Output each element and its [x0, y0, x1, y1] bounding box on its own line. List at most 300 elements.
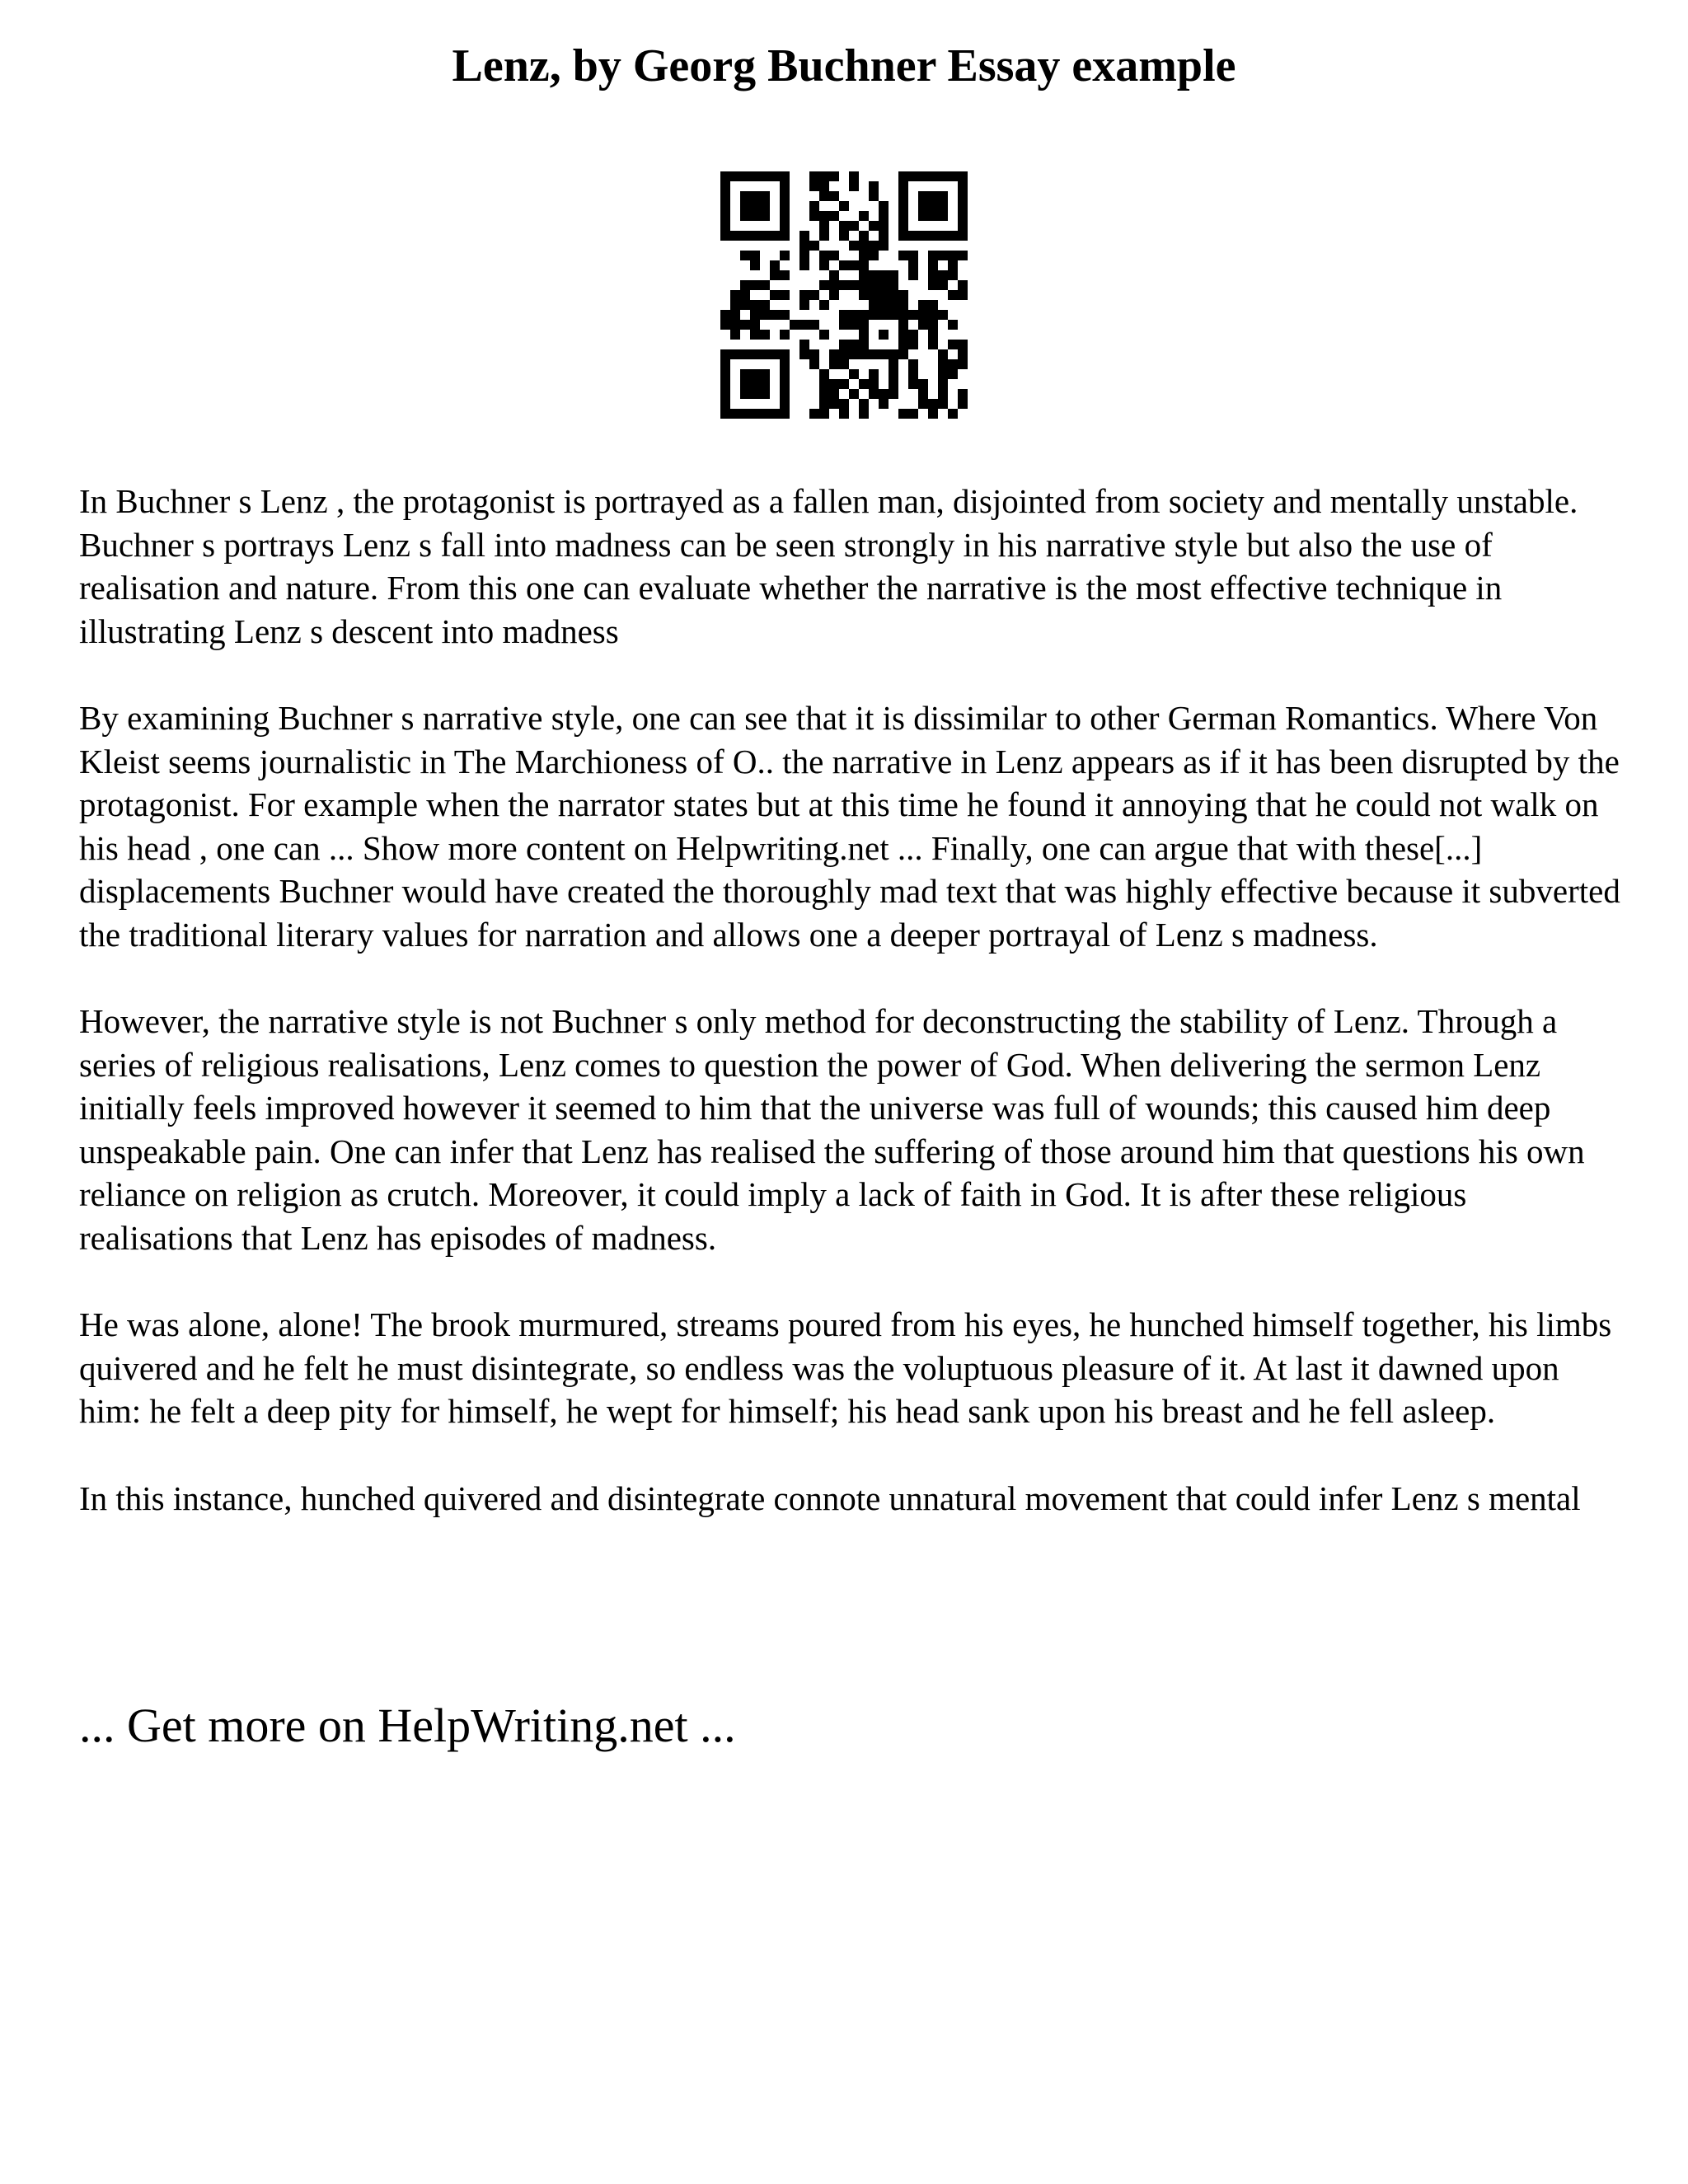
paragraph-2: By examining Buchner s narrative style, one can see that it is dissimilar to other German Romantics. Where Von Kleist seems journalistic in The Marchioness of O.. the narrative in Lenz appears as if it has been disrupted by the protagonist. For example when the narrator states but at this time he found it annoying that he could not walk on his head , one can ... Show more content on Helpwriting.net ... Finally, one can argue that with these[...] displacements Buchner would have created the thoroughly mad text that was highly effective because it subverted the traditional literary values for narration and allows one a deeper portrayal of Lenz s madness. — [79, 699, 1620, 954]
qr-module — [849, 241, 859, 251]
qr-module — [879, 241, 889, 251]
paragraph-3: However, the narrative style is not Buchner s only method for deconstructing the stability of Lenz. Through a series of religious realisations, Lenz comes to question the power of God. When delivering the sermon Lenz initially feels improved however it seemed to him that the universe was full of wounds; this caused him deep unspeakable pain. One can infer that Lenz has realised the suffering of those around him that questions his own reliance on religion as crutch. Moreover, it could imply a lack of faith in God. It is after these religious realisations that Lenz has episodes of madness. — [79, 1002, 1585, 1257]
qr-module — [908, 270, 918, 280]
qr-module — [720, 349, 730, 359]
qr-module — [819, 181, 829, 191]
qr-module — [869, 300, 879, 310]
qr-module — [928, 201, 938, 211]
qr-module — [908, 260, 918, 270]
qr-module — [740, 389, 750, 399]
qr-module — [750, 280, 760, 290]
qr-module — [958, 251, 968, 260]
qr-module — [938, 399, 948, 409]
qr-module — [799, 251, 809, 260]
qr-module — [948, 171, 958, 181]
qr-module — [730, 171, 740, 181]
qr-module — [928, 330, 938, 340]
qr-module — [740, 171, 750, 181]
qr-module — [908, 171, 918, 181]
qr-module — [958, 340, 968, 349]
qr-module — [859, 280, 869, 290]
qr-module — [819, 399, 829, 409]
qr-module — [908, 359, 918, 369]
qr-module — [889, 270, 898, 280]
qr-module — [829, 280, 839, 290]
qr-module — [819, 231, 829, 241]
qr-module — [819, 409, 829, 419]
qr-module — [809, 290, 819, 300]
qr-module — [740, 280, 750, 290]
qr-module — [819, 330, 829, 340]
qr-module — [889, 280, 898, 290]
qr-module — [859, 340, 869, 349]
qr-module — [809, 359, 819, 369]
qr-module — [948, 340, 958, 349]
qr-module — [839, 231, 849, 241]
qr-module — [849, 260, 859, 270]
qr-module — [760, 231, 770, 241]
qr-module — [750, 300, 760, 310]
qr-module — [740, 320, 750, 330]
qr-module — [908, 310, 918, 320]
qr-module — [740, 409, 750, 419]
qr-module — [928, 191, 938, 201]
qr-module — [750, 369, 760, 379]
qr-module — [879, 349, 889, 359]
qr-module — [819, 221, 829, 231]
qr-module — [770, 349, 780, 359]
qr-module — [889, 389, 898, 399]
qr-module — [770, 171, 780, 181]
qr-module — [760, 171, 770, 181]
qr-module — [938, 389, 948, 399]
qr-module — [780, 379, 790, 389]
qr-module — [720, 171, 730, 181]
qr-module — [918, 389, 928, 399]
qr-module — [928, 409, 938, 419]
qr-module — [740, 251, 750, 260]
qr-module — [918, 300, 928, 310]
qr-module — [770, 290, 780, 300]
qr-module — [839, 221, 849, 231]
qr-module — [859, 349, 869, 359]
qr-module — [720, 191, 730, 201]
qr-module — [780, 211, 790, 221]
qr-module — [898, 211, 908, 221]
qr-module — [879, 221, 889, 231]
qr-module — [958, 389, 968, 399]
qr-module — [780, 181, 790, 191]
qr-module — [928, 300, 938, 310]
qr-module — [849, 320, 859, 330]
qr-module — [760, 409, 770, 419]
qr-module — [730, 310, 740, 320]
qr-module — [839, 349, 849, 359]
qr-module — [958, 201, 968, 211]
qr-module — [780, 290, 790, 300]
qr-module — [740, 290, 750, 300]
qr-module — [780, 201, 790, 211]
qr-module — [898, 171, 908, 181]
qr-module — [958, 231, 968, 241]
qr-module — [958, 211, 968, 221]
qr-module — [780, 399, 790, 409]
qr-module — [740, 369, 750, 379]
qr-module — [760, 389, 770, 399]
qr-module — [908, 369, 918, 379]
qr-module — [938, 280, 948, 290]
qr-module — [879, 399, 889, 409]
qr-module — [898, 320, 908, 330]
qr-module — [859, 409, 869, 419]
qr-module — [780, 171, 790, 181]
qr-module — [908, 379, 918, 389]
qr-module — [918, 379, 928, 389]
qr-module — [879, 231, 889, 241]
qr-module — [918, 320, 928, 330]
qr-module — [859, 399, 869, 409]
qr-module — [720, 320, 730, 330]
essay-body — [79, 480, 1629, 1563]
qr-module — [948, 320, 958, 330]
qr-module — [760, 310, 770, 320]
qr-module — [938, 349, 948, 359]
qr-module — [889, 379, 898, 389]
qr-module — [928, 270, 938, 280]
qr-module — [869, 181, 879, 191]
qr-module — [928, 399, 938, 409]
qr-module — [869, 349, 879, 359]
qr-module — [760, 369, 770, 379]
qr-module — [780, 191, 790, 201]
get-more-link[interactable]: ... Get more on HelpWriting.net ... — [79, 1699, 736, 1752]
qr-module — [889, 290, 898, 300]
qr-module — [918, 231, 928, 241]
qr-module — [819, 171, 829, 181]
qr-module — [948, 290, 958, 300]
qr-module — [918, 171, 928, 181]
qr-module — [859, 251, 869, 260]
qr-module — [928, 171, 938, 181]
qr-module — [750, 389, 760, 399]
qr-module — [720, 389, 730, 399]
qr-module — [889, 310, 898, 320]
qr-module — [879, 270, 889, 280]
qr-module — [859, 330, 869, 340]
qr-module — [720, 201, 730, 211]
qr-module — [869, 310, 879, 320]
qr-module — [720, 221, 730, 231]
qr-module — [908, 251, 918, 260]
qr-module — [898, 310, 908, 320]
qr-module — [948, 260, 958, 270]
qr-module — [958, 191, 968, 201]
qr-module — [829, 349, 839, 359]
qr-module — [809, 409, 819, 419]
qr-module — [740, 231, 750, 241]
qr-module — [819, 280, 829, 290]
qr-module — [780, 409, 790, 419]
qr-module — [770, 270, 780, 280]
qr-module — [770, 310, 780, 320]
qr-module — [839, 260, 849, 270]
qr-module — [819, 300, 829, 310]
qr-module — [740, 191, 750, 201]
qr-module — [869, 251, 879, 260]
qr-module — [720, 369, 730, 379]
qr-module — [750, 171, 760, 181]
qr-module — [750, 310, 760, 320]
qr-module — [790, 320, 799, 330]
qr-module — [799, 241, 809, 251]
qr-module — [879, 201, 889, 211]
qr-module — [750, 330, 760, 340]
qr-module — [869, 241, 879, 251]
qr-module — [750, 409, 760, 419]
qr-module — [908, 330, 918, 340]
qr-module — [819, 260, 829, 270]
qr-module — [879, 330, 889, 340]
qr-module — [750, 251, 760, 260]
qr-module — [740, 201, 750, 211]
qr-module — [889, 349, 898, 359]
qr-module — [859, 231, 869, 241]
qr-module — [849, 340, 859, 349]
qr-module — [898, 340, 908, 349]
qr-module — [869, 290, 879, 300]
qr-module — [938, 270, 948, 280]
qr-module — [799, 349, 809, 359]
qr-module — [938, 251, 948, 260]
qr-module — [720, 379, 730, 389]
qr-module — [760, 211, 770, 221]
qr-module — [839, 340, 849, 349]
qr-module — [879, 211, 889, 221]
qr-module — [898, 231, 908, 241]
qr-module — [898, 221, 908, 231]
qr-module — [839, 379, 849, 389]
qr-module — [879, 389, 889, 399]
qr-code-graphic — [720, 171, 968, 419]
qr-module — [918, 310, 928, 320]
qr-module — [839, 280, 849, 290]
qr-module — [869, 221, 879, 231]
qr-code — [720, 171, 968, 419]
qr-module — [809, 349, 819, 359]
qr-module — [740, 300, 750, 310]
qr-module — [770, 231, 780, 241]
qr-module — [898, 349, 908, 359]
qr-module — [869, 369, 879, 379]
qr-module — [859, 320, 869, 330]
qr-module — [720, 211, 730, 221]
qr-module — [849, 221, 859, 231]
qr-module — [859, 241, 869, 251]
qr-module — [780, 231, 790, 241]
qr-module — [928, 280, 938, 290]
qr-module — [958, 359, 968, 369]
qr-module — [829, 270, 839, 280]
qr-module — [958, 399, 968, 409]
qr-module — [938, 201, 948, 211]
qr-module — [869, 270, 879, 280]
qr-module — [730, 320, 740, 330]
qr-module — [799, 320, 809, 330]
qr-module — [948, 359, 958, 369]
qr-module — [859, 379, 869, 389]
qr-module — [859, 270, 869, 280]
qr-module — [938, 211, 948, 221]
qr-module — [829, 290, 839, 300]
qr-module — [819, 211, 829, 221]
qr-module — [938, 231, 948, 241]
qr-module — [809, 241, 819, 251]
qr-module — [750, 349, 760, 359]
qr-module — [770, 260, 780, 270]
qr-module — [859, 211, 869, 221]
qr-module — [839, 320, 849, 330]
qr-module — [829, 211, 839, 221]
qr-module — [889, 359, 898, 369]
qr-module — [720, 310, 730, 320]
qr-module — [928, 251, 938, 260]
qr-module — [730, 300, 740, 310]
qr-module — [898, 330, 908, 340]
qr-module — [948, 369, 958, 379]
qr-module — [829, 171, 839, 181]
qr-module — [908, 231, 918, 241]
qr-module — [908, 340, 918, 349]
qr-module — [760, 280, 770, 290]
qr-module — [918, 201, 928, 211]
qr-module — [928, 340, 938, 349]
qr-module — [829, 251, 839, 260]
qr-module — [849, 181, 859, 191]
qr-module — [750, 201, 760, 211]
qr-module — [829, 359, 839, 369]
qr-module — [869, 379, 879, 389]
qr-module — [819, 389, 829, 399]
paragraph-4: He was alone, alone! The brook murmured, streams poured from his eyes, he hunched himself together, his limbs quivered and he felt he must disintegrate, so endless was the voluptuous pleasure of it. At last it dawned upon him: he felt a deep pity for himself, he wept for himself; his head sank upon his breast and he fell asleep. — [79, 1305, 1612, 1430]
qr-module — [819, 379, 829, 389]
qr-module — [760, 379, 770, 389]
qr-module — [740, 349, 750, 359]
qr-module — [799, 290, 809, 300]
qr-module — [839, 409, 849, 419]
qr-module — [760, 201, 770, 211]
qr-module — [829, 389, 839, 399]
qr-module — [839, 359, 849, 369]
qr-module — [750, 379, 760, 389]
qr-module — [849, 349, 859, 359]
qr-module — [938, 171, 948, 181]
qr-module — [879, 310, 889, 320]
qr-module — [898, 290, 908, 300]
qr-module — [799, 260, 809, 270]
qr-module — [908, 409, 918, 419]
qr-module — [780, 359, 790, 369]
qr-module — [859, 290, 869, 300]
qr-module — [720, 359, 730, 369]
qr-module — [869, 389, 879, 399]
qr-module — [958, 181, 968, 191]
qr-module — [948, 231, 958, 241]
qr-module — [809, 320, 819, 330]
qr-module — [829, 379, 839, 389]
qr-module — [928, 320, 938, 330]
qr-module — [849, 369, 859, 379]
qr-module — [780, 349, 790, 359]
qr-module — [889, 369, 898, 379]
qr-module — [859, 310, 869, 320]
qr-module — [750, 211, 760, 221]
qr-module — [859, 260, 869, 270]
qr-module — [958, 221, 968, 231]
qr-module — [829, 191, 839, 201]
qr-module — [819, 191, 829, 201]
qr-module — [938, 379, 948, 389]
qr-module — [740, 379, 750, 389]
qr-module — [948, 270, 958, 280]
qr-module — [750, 320, 760, 330]
qr-module — [938, 359, 948, 369]
qr-module — [918, 191, 928, 201]
qr-module — [760, 349, 770, 359]
qr-module — [730, 290, 740, 300]
qr-module — [760, 191, 770, 201]
paragraph-1: In Buchner s Lenz , the protagonist is portrayed as a fallen man, disjointed from society and mentally unstable. Buchner s portrays Lenz s fall into madness can be seen strongly in his narrative style but also the use of realisation and nature. From this one can evaluate whether the narrative is the most effective technique in illustrating Lenz s descent into madness — [79, 482, 1578, 650]
qr-module — [879, 290, 889, 300]
qr-module — [720, 231, 730, 241]
qr-module — [780, 310, 790, 320]
qr-module — [750, 191, 760, 201]
qr-module — [839, 399, 849, 409]
qr-module — [740, 211, 750, 221]
qr-module — [839, 310, 849, 320]
qr-module — [928, 231, 938, 241]
qr-module — [898, 300, 908, 310]
qr-module — [780, 251, 790, 260]
qr-module — [849, 171, 859, 181]
qr-module — [809, 201, 819, 211]
qr-module — [928, 211, 938, 221]
qr-module — [809, 181, 819, 191]
qr-module — [928, 310, 938, 320]
qr-module — [938, 369, 948, 379]
qr-module — [780, 221, 790, 231]
qr-module — [760, 300, 770, 310]
qr-module — [750, 260, 760, 270]
qr-module — [958, 349, 968, 359]
qr-module — [879, 280, 889, 290]
qr-module — [829, 399, 839, 409]
qr-module — [938, 191, 948, 201]
qr-module — [819, 369, 829, 379]
qr-module — [938, 310, 948, 320]
qr-module — [770, 409, 780, 419]
qr-module — [839, 201, 849, 211]
qr-module — [819, 251, 829, 260]
qr-module — [730, 349, 740, 359]
qr-module — [849, 389, 859, 399]
qr-module — [730, 231, 740, 241]
qr-module — [780, 369, 790, 379]
qr-module — [849, 280, 859, 290]
qr-module — [720, 399, 730, 409]
page-title: Lenz, by Georg Buchner Essay example — [452, 40, 1236, 91]
qr-module — [849, 310, 859, 320]
qr-module — [898, 181, 908, 191]
